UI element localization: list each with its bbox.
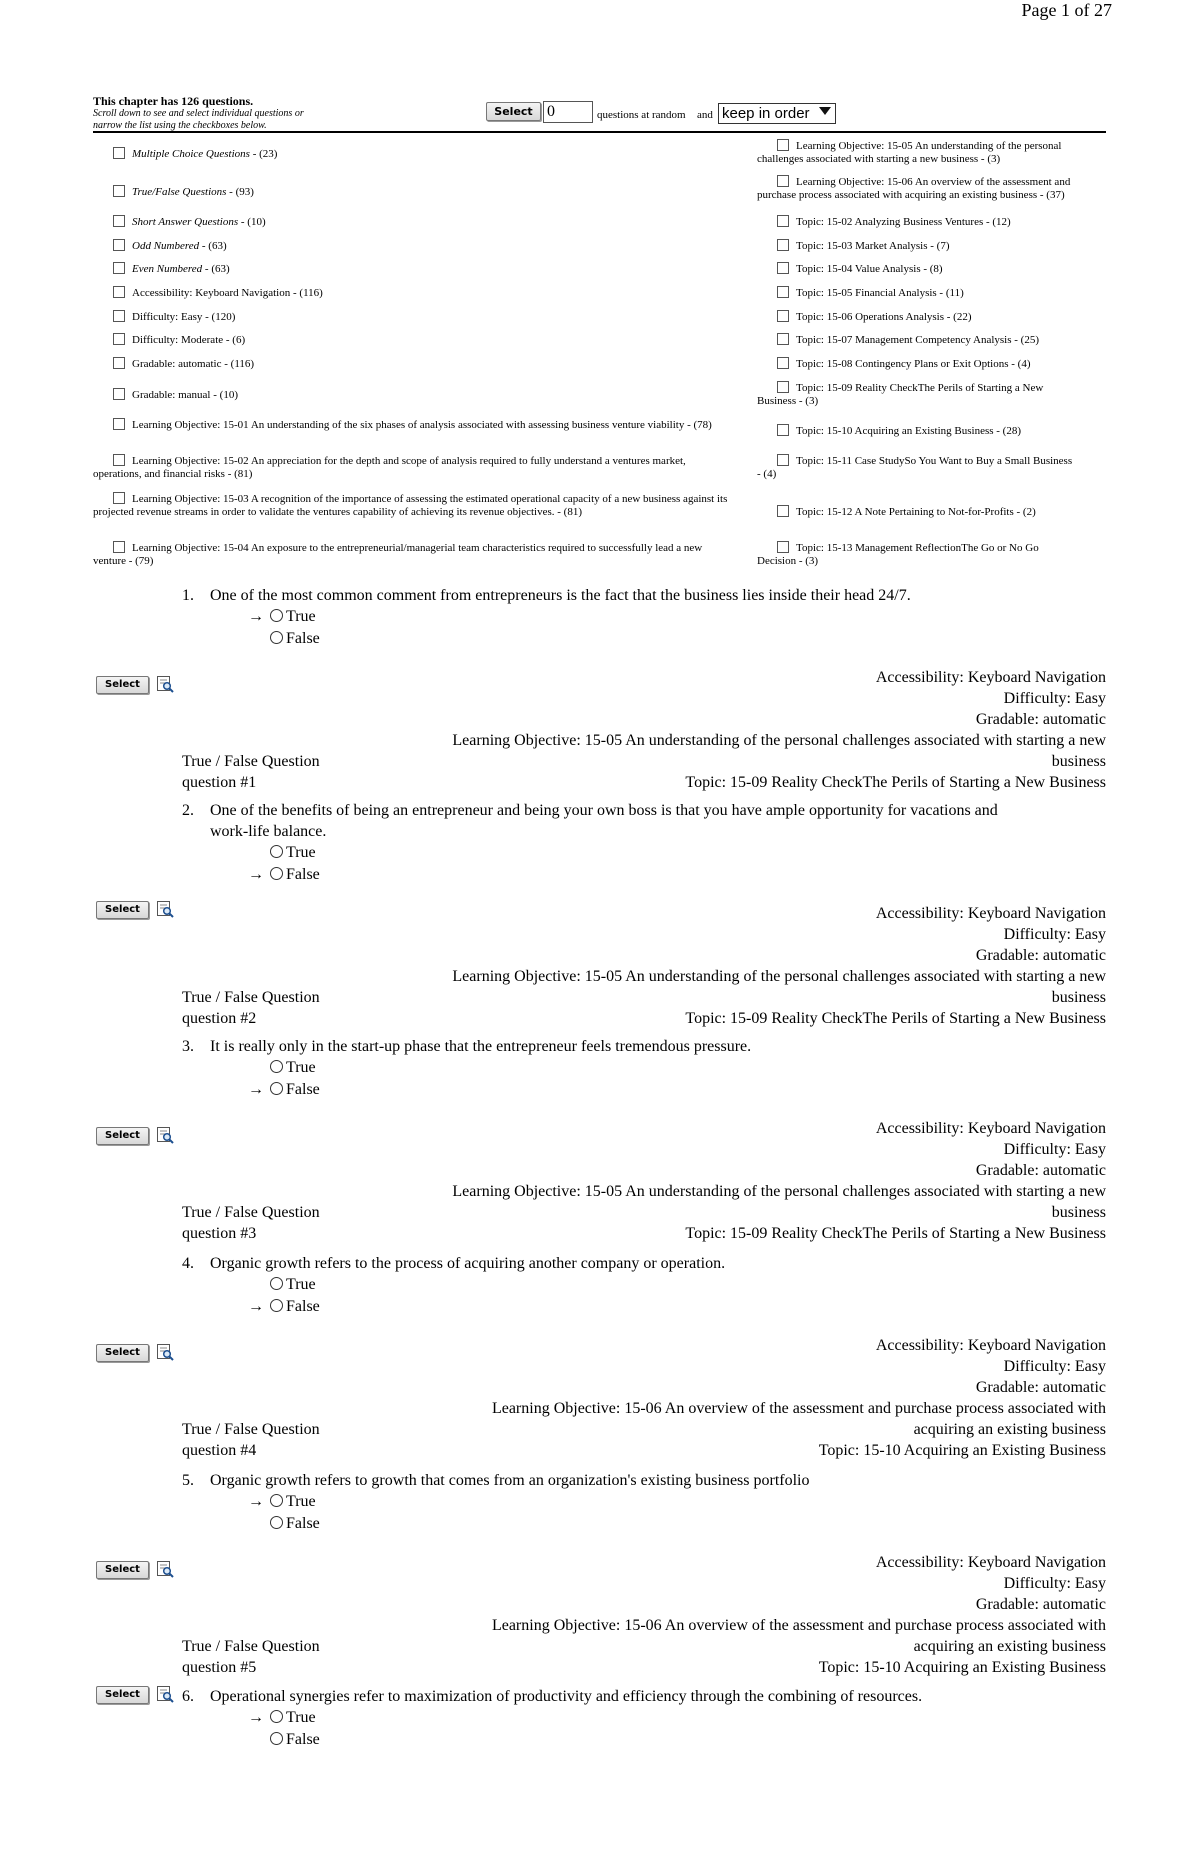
answer-option[interactable] <box>248 1057 316 1078</box>
accessibility-tag: Accessibility: Keyboard Navigation <box>875 905 1106 922</box>
difficulty-tag: Difficulty: Easy <box>1003 1575 1106 1592</box>
learning-objective-cont: acquiring an existing business <box>913 1421 1106 1438</box>
random-label: questions at random <box>597 109 686 121</box>
filter-checkbox[interactable] <box>113 239 125 251</box>
filter-right-4 <box>757 262 1077 276</box>
filter-checkbox[interactable] <box>113 454 125 466</box>
correct-answer-arrow: → <box>248 1493 264 1510</box>
filter-left-2 <box>93 215 733 229</box>
radio-icon[interactable] <box>270 1082 283 1095</box>
option-label: True <box>286 608 316 625</box>
answer-option[interactable] <box>248 1729 320 1750</box>
radio-icon[interactable] <box>270 631 283 644</box>
filter-left-13 <box>93 541 733 568</box>
preview-magnifier-icon[interactable] <box>156 675 174 693</box>
filter-label: Topic: 15-05 Financial Analysis - (11) <box>796 287 964 299</box>
filter-label: Topic: 15-02 Analyzing Business Ventures - (12) <box>796 216 1011 228</box>
filter-checkbox[interactable] <box>777 333 789 345</box>
filter-right-12 <box>757 505 1077 519</box>
filter-right-2 <box>757 215 1077 229</box>
gradable-tag: Gradable: automatic <box>975 1379 1106 1396</box>
filter-label: Learning Objective: 15-05 An understanding of the personal challenges associated with starting a new business - (3) <box>757 140 1062 165</box>
topic-tag: Topic: 15-10 Acquiring an Existing Business <box>818 1442 1106 1459</box>
question-ref: question #4 <box>182 1442 257 1459</box>
preview-magnifier-icon[interactable] <box>156 1126 174 1144</box>
filter-label: Topic: 15-04 Value Analysis - (8) <box>796 263 943 275</box>
order-select-value: keep in order <box>722 105 810 122</box>
filter-right-13 <box>757 541 1077 568</box>
learning-objective-tag: Learning Objective: 15-06 An overview of the assessment and purchase process associated with <box>491 1617 1106 1634</box>
select-question-button[interactable]: Select <box>96 676 149 694</box>
filter-label: Learning Objective: 15-03 A recognition of the importance of assessing the estimated operational capacity of a new business against its projected revenue streams in order to validate the ventures capability of achieving its revenue objectives. - (81) <box>93 493 728 518</box>
filter-label: Topic: 15-08 Contingency Plans or Exit Options - (4) <box>796 358 1031 370</box>
option-label: True <box>286 1059 316 1076</box>
filter-label: Gradable: automatic - (116) <box>132 358 255 370</box>
accessibility-tag: Accessibility: Keyboard Navigation <box>875 1337 1106 1354</box>
radio-icon[interactable] <box>270 1299 283 1312</box>
difficulty-tag: Difficulty: Easy <box>1003 690 1106 707</box>
question-text-cont: work-life balance. <box>210 823 327 840</box>
question-text: One of the benefits of being an entrepreneur and being your own boss is that you have ample opportunity for vacations and <box>210 802 998 819</box>
filter-label: Topic: 15-09 Reality CheckThe Perils of Starting a New Business - (3) <box>757 382 1044 407</box>
chevron-down-icon <box>819 107 831 115</box>
filter-checkbox[interactable] <box>777 310 789 322</box>
filter-right-6 <box>757 310 1077 324</box>
filter-left-10 <box>93 418 733 432</box>
answer-option[interactable] <box>248 864 320 885</box>
filter-left-0 <box>93 147 733 161</box>
filter-left-4 <box>93 262 733 276</box>
filter-checkbox[interactable] <box>113 215 125 227</box>
filter-checkbox[interactable] <box>777 262 789 274</box>
filter-checkbox[interactable] <box>777 215 789 227</box>
filter-label: Difficulty: Easy - (120) <box>132 311 236 323</box>
gradable-tag: Gradable: automatic <box>975 711 1106 728</box>
filter-checkbox[interactable] <box>777 541 789 553</box>
filter-left-1 <box>93 185 733 199</box>
option-label: False <box>286 1081 320 1098</box>
filter-label: True/False Questions <box>132 186 227 198</box>
filter-checkbox[interactable] <box>113 541 125 553</box>
filter-checkbox[interactable] <box>113 418 125 430</box>
topic-tag: Topic: 15-10 Acquiring an Existing Business <box>818 1659 1106 1676</box>
answer-option[interactable] <box>248 606 316 627</box>
question-number: 4. <box>182 1255 194 1272</box>
learning-objective-cont: acquiring an existing business <box>913 1638 1106 1655</box>
correct-answer-arrow: → <box>248 1709 264 1726</box>
option-label: True <box>286 844 316 861</box>
preview-magnifier-icon[interactable] <box>156 900 174 918</box>
difficulty-tag: Difficulty: Easy <box>1003 1358 1106 1375</box>
filter-checkbox[interactable] <box>113 388 125 400</box>
answer-option[interactable] <box>248 1079 320 1100</box>
filter-right-5 <box>757 286 1077 300</box>
filter-label: Difficulty: Moderate - (6) <box>132 334 246 346</box>
filter-checkbox[interactable] <box>777 381 789 393</box>
question-number: 1. <box>182 587 194 604</box>
learning-objective-cont: business <box>1051 989 1106 1006</box>
filter-count: - (63) <box>199 240 227 252</box>
order-select[interactable] <box>718 103 836 124</box>
learning-objective-cont: business <box>1051 753 1106 770</box>
page-number: Page 1 of 27 <box>1021 0 1112 20</box>
topic-tag: Topic: 15-09 Reality CheckThe Perils of Starting a New Business <box>685 1010 1106 1027</box>
filter-right-7 <box>757 333 1077 347</box>
filter-checkbox[interactable] <box>113 147 125 159</box>
option-label: False <box>286 866 320 883</box>
filter-right-3 <box>757 239 1077 253</box>
question-text: One of the most common comment from entrepreneurs is the fact that the business lies inside their head 24/7. <box>210 587 911 604</box>
question-number: 5. <box>182 1472 194 1489</box>
filter-right-8 <box>757 357 1077 371</box>
option-label: True <box>286 1709 316 1726</box>
answer-option[interactable] <box>248 1491 316 1512</box>
topic-tag: Topic: 15-09 Reality CheckThe Perils of Starting a New Business <box>685 1225 1106 1242</box>
radio-icon[interactable] <box>270 1516 283 1529</box>
option-label: True <box>286 1493 316 1510</box>
filter-checkbox[interactable] <box>113 310 125 322</box>
question-number: 2. <box>182 802 194 819</box>
filter-count: - (93) <box>226 186 254 198</box>
answer-option[interactable] <box>248 1707 316 1728</box>
gradable-tag: Gradable: automatic <box>975 1162 1106 1179</box>
answer-option[interactable] <box>248 628 320 649</box>
chapter-instructions: Scroll down to see and select individual questions or narrow the list using the checkboxes below. <box>93 108 304 131</box>
filter-checkbox[interactable] <box>113 185 125 197</box>
filter-label: Multiple Choice Questions <box>132 148 250 160</box>
filter-checkbox[interactable] <box>777 505 789 517</box>
filter-label: Learning Objective: 15-04 An exposure to the entrepreneurial/managerial team characteristics required to successfully lead a new venture - (79) <box>93 542 703 567</box>
accessibility-tag: Accessibility: Keyboard Navigation <box>875 1554 1106 1571</box>
filter-label: Topic: 15-12 A Note Pertaining to Not-for-Profits - (2) <box>796 506 1036 518</box>
select-question-button[interactable]: Select <box>96 1561 149 1579</box>
and-label: and <box>697 109 713 121</box>
difficulty-tag: Difficulty: Easy <box>1003 926 1106 943</box>
question-ref: question #2 <box>182 1010 257 1027</box>
filter-checkbox[interactable] <box>777 239 789 251</box>
learning-objective-tag: Learning Objective: 15-05 An understanding of the personal challenges associated with starting a new <box>452 732 1106 749</box>
select-random-button[interactable]: Select <box>486 102 541 121</box>
radio-icon[interactable] <box>270 845 283 858</box>
select-question-button[interactable]: Select <box>96 1686 149 1704</box>
option-label: False <box>286 1515 320 1532</box>
option-label: False <box>286 1298 320 1315</box>
filter-right-0 <box>757 139 1077 166</box>
filter-label: Topic: 15-13 Management ReflectionThe Go or No Go Decision - (3) <box>757 542 1039 567</box>
filter-checkbox[interactable] <box>777 454 789 466</box>
learning-objective-cont: business <box>1051 1204 1106 1221</box>
filter-label: Gradable: manual - (10) <box>132 389 238 401</box>
learning-objective-tag: Learning Objective: 15-06 An overview of the assessment and purchase process associated with <box>491 1400 1106 1417</box>
question-type: True / False Question <box>182 753 320 770</box>
random-count-input[interactable]: 0 <box>543 101 593 123</box>
radio-icon[interactable] <box>270 1732 283 1745</box>
question-text: It is really only in the start-up phase that the entrepreneur feels tremendous pressure. <box>210 1038 752 1055</box>
filter-checkbox[interactable] <box>777 175 789 187</box>
filter-checkbox[interactable] <box>113 492 125 504</box>
question-text: Operational synergies refer to maximization of productivity and efficiency through the combining of resources. <box>210 1688 923 1705</box>
filter-left-3 <box>93 239 733 253</box>
filter-left-5 <box>93 286 733 300</box>
question-type: True / False Question <box>182 1638 320 1655</box>
select-question-button[interactable]: Select <box>96 1127 149 1145</box>
chapter-question-count: This chapter has 126 questions. <box>93 94 254 108</box>
filter-count: - (63) <box>202 263 230 275</box>
preview-magnifier-icon[interactable] <box>156 1685 174 1703</box>
header-divider <box>93 131 1106 133</box>
radio-icon[interactable] <box>270 1277 283 1290</box>
filter-left-11 <box>93 454 733 481</box>
question-number: 3. <box>182 1038 194 1055</box>
question-number: 6. <box>182 1688 194 1705</box>
filter-left-9 <box>93 388 733 402</box>
topic-tag: Topic: 15-09 Reality CheckThe Perils of Starting a New Business <box>685 774 1106 791</box>
filter-right-9 <box>757 381 1077 408</box>
filter-label: Topic: 15-07 Management Competency Analysis - (25) <box>796 334 1040 346</box>
option-label: True <box>286 1276 316 1293</box>
question-ref: question #5 <box>182 1659 257 1676</box>
filter-label: Topic: 15-06 Operations Analysis - (22) <box>796 311 972 323</box>
preview-magnifier-icon[interactable] <box>156 1560 174 1578</box>
filter-right-10 <box>757 424 1077 438</box>
filter-checkbox[interactable] <box>777 286 789 298</box>
answer-option[interactable] <box>248 1274 316 1295</box>
filter-label: Odd Numbered <box>132 240 200 252</box>
filter-label: Learning Objective: 15-02 An appreciation for the depth and scope of analysis required to fully understand a ventures market, operations, and financial risks - (81) <box>93 455 686 480</box>
difficulty-tag: Difficulty: Easy <box>1003 1141 1106 1158</box>
option-label: False <box>286 1731 320 1748</box>
accessibility-tag: Accessibility: Keyboard Navigation <box>875 1120 1106 1137</box>
filter-count: - (23) <box>249 148 278 160</box>
question-text: Organic growth refers to growth that comes from an organization's existing business portfolio <box>210 1472 810 1489</box>
correct-answer-arrow: → <box>248 1298 264 1315</box>
select-question-button[interactable]: Select <box>96 901 149 919</box>
answer-option[interactable] <box>248 1296 320 1317</box>
radio-icon[interactable] <box>270 1060 283 1073</box>
filter-label: Topic: 15-03 Market Analysis - (7) <box>796 240 950 252</box>
radio-icon[interactable] <box>270 1494 283 1507</box>
question-text: Organic growth refers to the process of acquiring another company or operation. <box>210 1255 726 1272</box>
gradable-tag: Gradable: automatic <box>975 947 1106 964</box>
question-type: True / False Question <box>182 1204 320 1221</box>
radio-icon[interactable] <box>270 609 283 622</box>
learning-objective-tag: Learning Objective: 15-05 An understanding of the personal challenges associated with starting a new <box>452 1183 1106 1200</box>
select-question-button[interactable]: Select <box>96 1344 149 1362</box>
radio-icon[interactable] <box>270 867 283 880</box>
filter-left-6 <box>93 310 733 324</box>
accessibility-tag: Accessibility: Keyboard Navigation <box>875 669 1106 686</box>
gradable-tag: Gradable: automatic <box>975 1596 1106 1613</box>
filter-label: Even Numbered <box>132 263 203 275</box>
filter-checkbox[interactable] <box>113 333 125 345</box>
answer-option[interactable] <box>248 842 316 863</box>
answer-option[interactable] <box>248 1513 320 1534</box>
learning-objective-tag: Learning Objective: 15-05 An understanding of the personal challenges associated with starting a new <box>452 968 1106 985</box>
filter-right-1 <box>757 175 1077 202</box>
filter-left-12 <box>93 492 733 519</box>
question-ref: question #3 <box>182 1225 257 1242</box>
question-type: True / False Question <box>182 989 320 1006</box>
correct-answer-arrow: → <box>248 608 264 625</box>
filter-checkbox[interactable] <box>113 357 125 369</box>
filter-label: Accessibility: Keyboard Navigation - (116) <box>132 287 323 299</box>
filter-count: - (10) <box>238 216 266 228</box>
preview-magnifier-icon[interactable] <box>156 1343 174 1361</box>
filter-checkbox[interactable] <box>113 286 125 298</box>
filter-left-8 <box>93 357 733 371</box>
radio-icon[interactable] <box>270 1710 283 1723</box>
filter-left-7 <box>93 333 733 347</box>
filter-checkbox[interactable] <box>777 357 789 369</box>
correct-answer-arrow: → <box>248 1081 264 1098</box>
filter-label: Topic: 15-11 Case StudySo You Want to Buy a Small Business - (4) <box>757 455 1073 480</box>
filter-label: Topic: 15-10 Acquiring an Existing Business - (28) <box>796 425 1022 437</box>
filter-checkbox[interactable] <box>777 139 789 151</box>
filter-checkbox[interactable] <box>777 424 789 436</box>
filter-checkbox[interactable] <box>113 262 125 274</box>
filter-label: Short Answer Questions <box>132 216 239 228</box>
filter-label: Learning Objective: 15-06 An overview of the assessment and purchase process associated with acquiring an existing business - (37) <box>757 176 1071 201</box>
question-ref: question #1 <box>182 774 257 791</box>
correct-answer-arrow: → <box>248 866 264 883</box>
filter-right-11 <box>757 454 1077 481</box>
filter-label: Learning Objective: 15-01 An understanding of the six phases of analysis associated with assessing business venture viability - (78) <box>132 419 712 431</box>
question-type: True / False Question <box>182 1421 320 1438</box>
option-label: False <box>286 630 320 647</box>
